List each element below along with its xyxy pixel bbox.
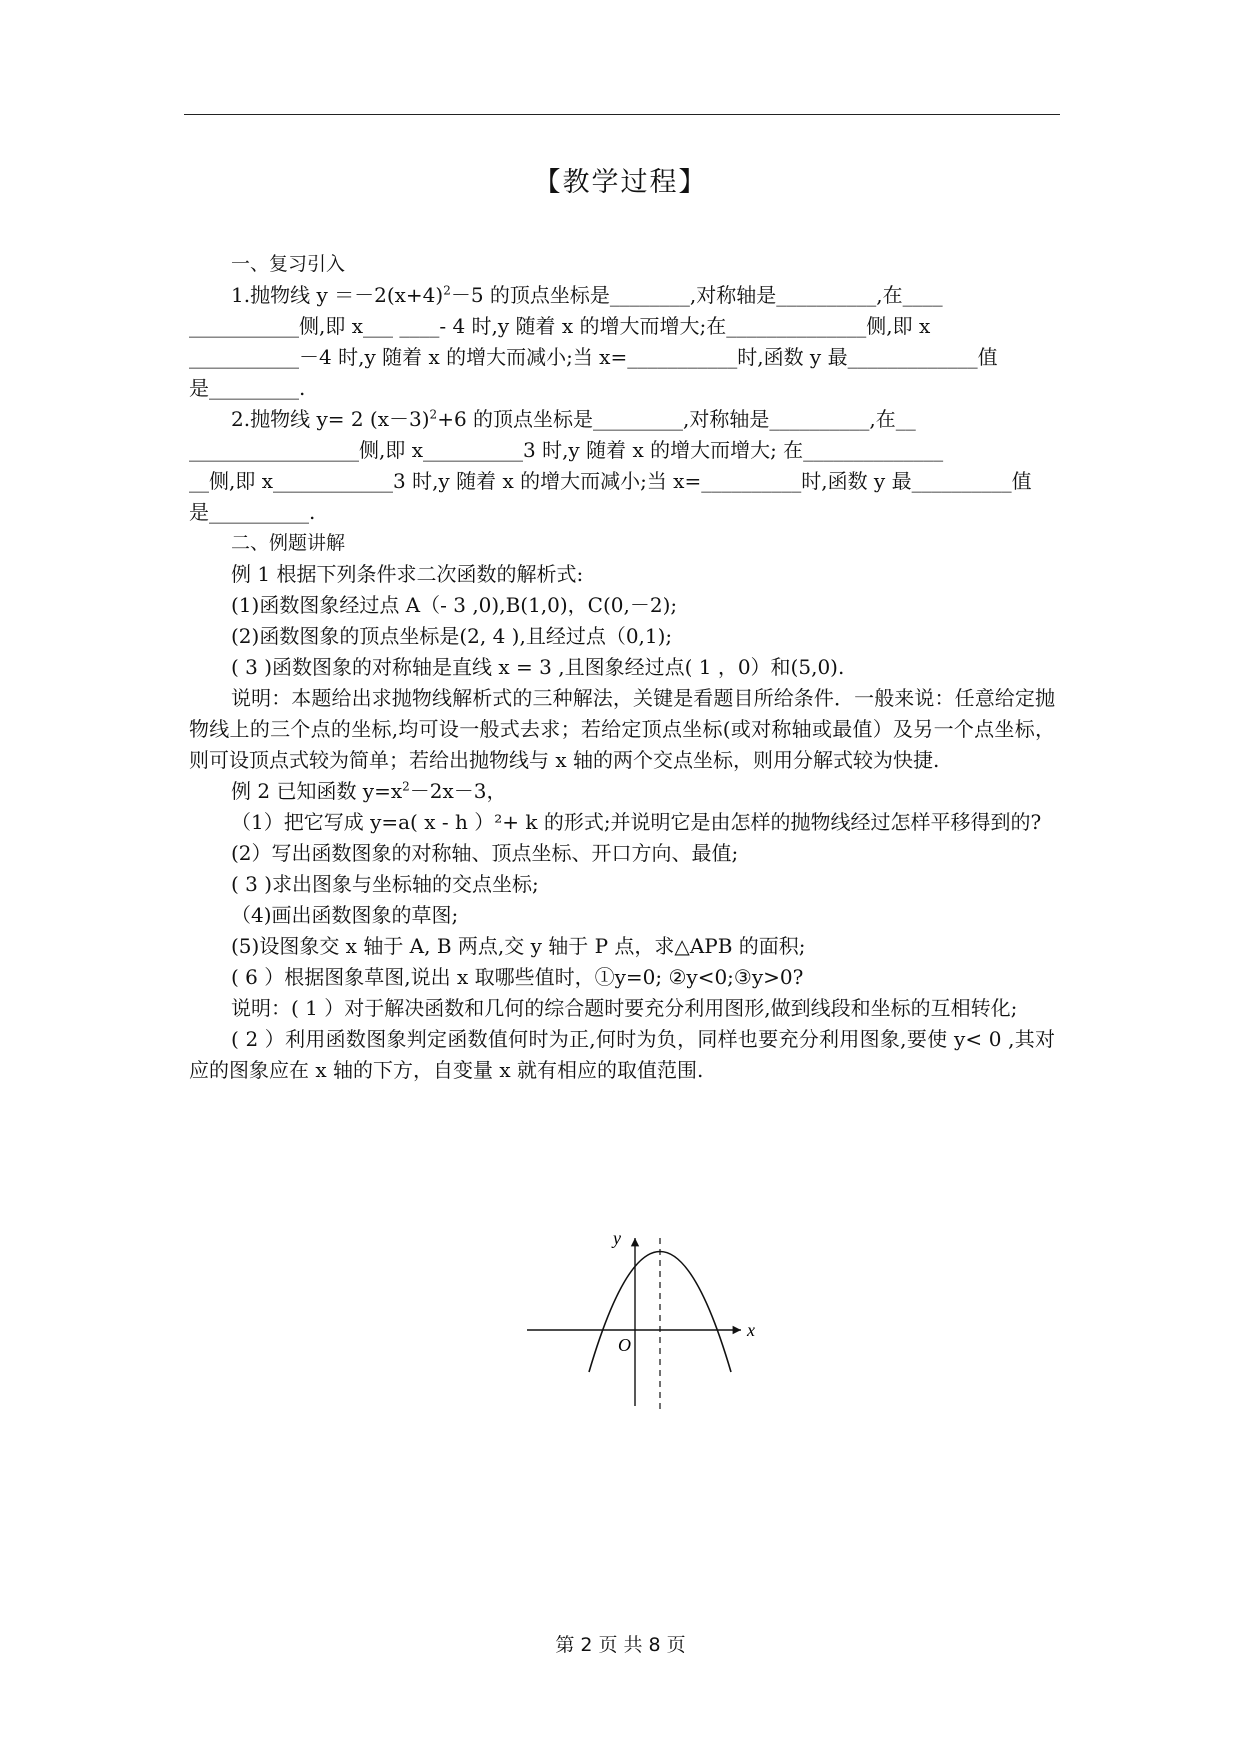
question-1-line-4: 是_________. [189,376,306,400]
example-2-note-1: 说明：( 1 ）对于解决函数和几何的综合题时要充分利用图形,做到线段和坐标的互相转化; [231,996,1018,1020]
header-rule [184,114,1060,115]
example-1-item-3: ( 3 )函数图象的对称轴是直线 x = 3 ,且图象经过点( 1 ，0）和(5,0). [231,655,845,679]
parabola-graph [515,1226,775,1412]
section-heading-examples: 二、例题讲解 [231,532,346,554]
y-axis-label: y [613,1228,621,1248]
example-2-note-2: ( 2 ）利用函数图象判定函数值何时为正,何时为负，同样也要充分利用图象,要使 y< 0 ,其对应的图象应在 x 轴的下方，自变量 x 就有相应的取值范围. [189,1027,1055,1082]
example-2-item-6: ( 6 ）根据图象草图,说出 x 取哪些值时，①y=0; ②y<0;③y>0? [231,965,804,989]
section-heading-review: 一、复习引入 [231,253,346,275]
question-2-line-2: _________________侧,即 x__________3 时,y 随着 x 的增大而增大; 在______________ [189,438,944,462]
example-2-item-2: (2）写出函数图象的对称轴、顶点坐标、开口方向、最值; [231,841,739,865]
x-axis-label: x [747,1320,755,1340]
example-1-item-1: (1)函数图象经过点 A（- 3 ,0),B(1,0)，C(0,－2); [231,593,678,617]
example-1-item-2: (2)函数图象的顶点坐标是(2, 4 ),且经过点（0,1); [231,624,673,648]
page-title: 【教学过程】 [533,167,708,198]
example-1-title: 例 1 根据下列条件求二次函数的解析式: [231,562,584,586]
example-2-item-1: （1）把它写成 y=a( x - h ）²+ k 的形式;并说明它是由怎样的抛物线经过怎样平移得到的? [231,810,1042,834]
example-2-item-5: (5)设图象交 x 轴于 A, B 两点,交 y 轴于 P 点，求△APB 的面积; [231,934,806,958]
example-2-title: 例 2 已知函数 $y=x^2-2x-3$， [231,779,507,803]
example-2-item-3: ( 3 )求出图象与坐标轴的交点坐标; [231,872,539,896]
question-2-line-3: __侧,即 x____________3 时,y 随着 x 的增大而减小;当 x=__________时,函数 y 最__________值 [189,469,1032,493]
question-1-line-3: ___________－4 时,y 随着 x 的增大而减小;当 x=___________时,函数 y 最_____________值 [189,345,998,369]
question-1-line-2: ___________侧,即 x___ ____- 4 时,y 随着 x 的增大而增大;在______________侧,即 x [189,314,931,338]
example-1-note: 说明：本题给出求抛物线解析式的三种解法，关键是看题目所给条件．一般来说：任意给定抛物线上的三个点的坐标,均可设一般式去求；若给定顶点坐标(或对称轴或最值）及另一个点坐标，则可设顶点式较为简单；若给出抛物线与 x 轴的两个交点坐标，则用分解式较为快捷. [189,686,1055,772]
question-2: 2.抛物线 y= 2 $(x-3)^2+6$ 的顶点坐标是_________,对称轴是__________,在__ [231,407,916,431]
question-2-line-4: 是__________. [189,500,316,524]
example-2-item-4: （4)画出函数图象的草图; [231,903,459,927]
origin-label: O [618,1335,631,1355]
question-1: 1.抛物线 $y =-2(x+4)^2-5$ 的顶点坐标是________,对称轴是__________,在____ [231,283,943,307]
document-body [189,249,1055,1086]
page-footer: 第 2 页 共 8 页 [555,1634,686,1656]
